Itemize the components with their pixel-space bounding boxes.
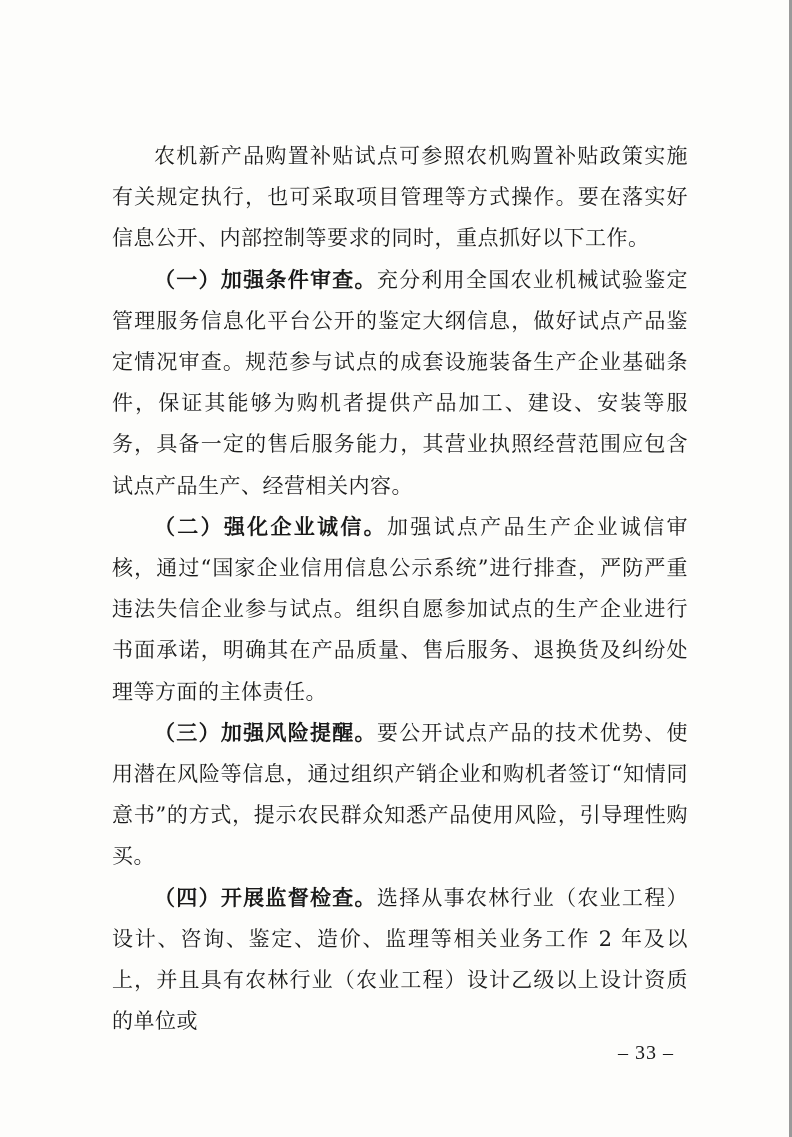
paragraph-section-3 [112,713,688,878]
paragraph-section-2 [112,507,688,713]
paragraph-text: 加强试点产品生产企业诚信审核，通过“国家企业信用信息公示系统”进行排查，严防严重违法失信企业参与试点。组织自愿参加试点的生产企业进行书面承诺，明确其在产品质量、售后服务、退换货及纠纷处理等方面的主体责任。 [112,514,689,704]
paragraph-text: 充分利用全国农业机械试验鉴定管理服务信息化平台公开的鉴定大纲信息，做好试点产品鉴定情况审查。规范参与试点的成套设施装备生产企业基础条件，保证其能够为购机者提供产品加工、建设、安装等服务，具备一定的售后服务能力，其营业执照经营范围应包含试点产品生产、经营相关内容。 [112,267,689,498]
document-body [112,136,688,1042]
paragraph-text: 要公开试点产品的技术优势、使用潜在风险等信息，通过组织产销企业和购机者签订“知情同意书”的方式，提示农民群众知悉产品使用风险，引导理性购买。 [112,720,689,869]
section-heading: （一）加强条件审查。 [154,267,377,292]
page-number: – 33 – [618,1042,674,1064]
paragraph-section-1 [112,260,688,507]
section-heading: （三）加强风险提醒。 [154,720,377,745]
paragraph-intro [112,136,688,260]
paragraph-text: 选择从事农林行业（农业工程）设计、咨询、鉴定、造价、监理等相关业务工作 2 年及以上，并且具有农林行业（农业工程）设计乙级以上设计资质的单位或 [112,885,689,1034]
paragraph-section-4 [112,878,688,1043]
paragraph-text: 农机新产品购置补贴试点可参照农机购置补贴政策实施有关规定执行，也可采取项目管理等方式操作。要在落实好信息公开、内部控制等要求的同时，重点抓好以下工作。 [112,144,688,251]
section-heading: （四）开展监督检查。 [154,885,377,910]
section-heading: （二）强化企业诚信。 [154,514,387,539]
